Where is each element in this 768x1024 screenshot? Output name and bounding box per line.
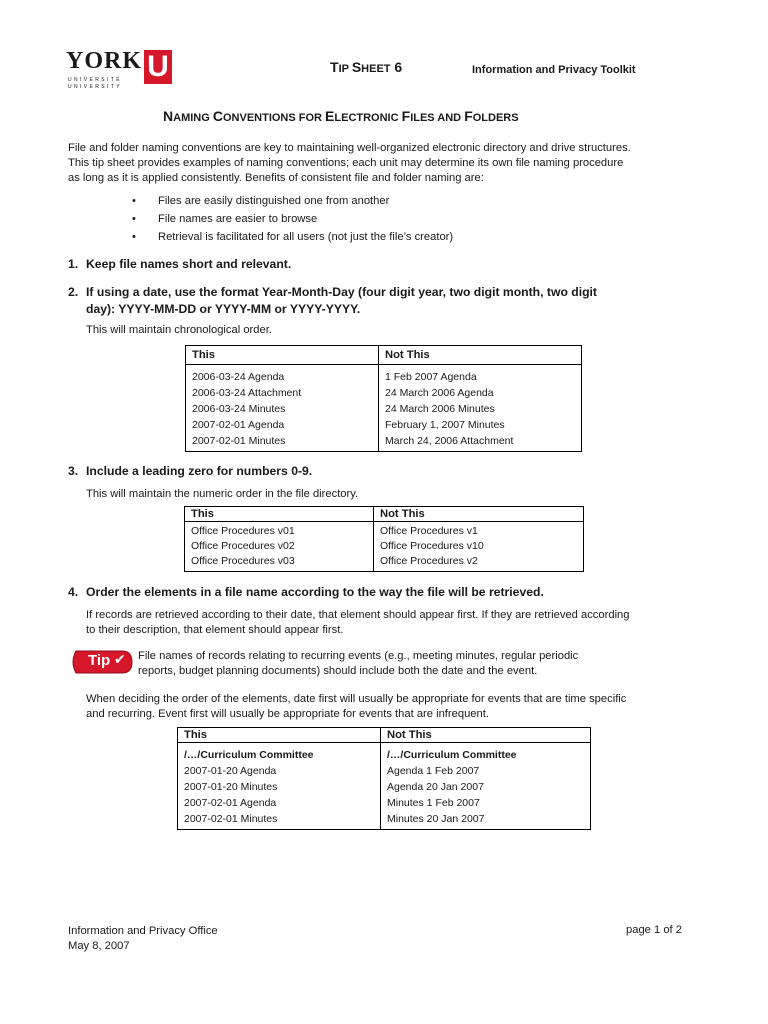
page-number: page 1 of 2 <box>626 924 682 936</box>
table-row: 2006-03-24 Minutes 24 March 2006 Minutes <box>186 401 582 417</box>
table-header: Not This <box>381 728 591 743</box>
toolkit-label: Information and Privacy Toolkit <box>472 64 636 76</box>
section-2-note: This will maintain chronological order. <box>86 324 272 336</box>
table-header: This <box>185 507 374 522</box>
table-header: Not This <box>374 507 584 522</box>
checkmark-icon: ✔ <box>114 652 126 668</box>
table-row: 2007-01-20 Minutes Agenda 20 Jan 2007 <box>178 779 591 795</box>
table-header: Not This <box>379 346 582 365</box>
footer-office <box>68 924 218 954</box>
tip-text: File names of records relating to recurring events (e.g., meeting minutes, regular periodic reports, budget planning documents) should include both the date and the event. <box>138 650 579 677</box>
table-header: This <box>178 728 381 743</box>
table-leading-zero <box>184 506 584 572</box>
list-item: • Retrieval is facilitated for all users (not just the file’s creator) <box>132 231 454 243</box>
footer-office-name: Information and Privacy Office <box>68 925 218 937</box>
section-4-paragraph-1: If records are retrieved according to their date, that element should appear first. If they are retrieved according to their description, that element should appear first. <box>86 609 630 636</box>
table-row: 2007-02-01 Minutes Minutes 20 Jan 2007 <box>178 811 591 830</box>
document-title: NAMING CONVENTIONS FOR ELECTRONIC FILES AND FOLDERS <box>163 108 519 124</box>
tip-sheet-label: TIP SHEET 6 <box>330 59 403 75</box>
section-1-heading: 1. Keep file names short and relevant. <box>68 257 292 271</box>
logo-line-1: UNIVERSITÉ <box>68 77 123 83</box>
table-row: 2007-01-20 Agenda Agenda 1 Feb 2007 <box>178 763 591 779</box>
table-row: Office Procedures v03 Office Procedures v2 <box>185 554 584 572</box>
section-4-paragraph-2: When deciding the order of the elements, date first will usually be appropriate for events that are time specific and recurring. Event first will usually be appropriate for events that are infrequent. <box>86 693 627 720</box>
intro-paragraph: File and folder naming conventions are key to maintaining well-organized electronic directory and drive structures. This tip sheet provides examples of naming conventions; each unit may determine its own file naming procedure as long as it is applied consistently. Benefits of consistent file and folder naming are: <box>68 142 631 184</box>
section-4-heading: 4. Order the elements in a file name according to the way the file will be retrieved. <box>68 585 544 599</box>
tip-badge-icon <box>70 647 134 677</box>
logo-u-mark: U <box>144 50 172 84</box>
footer-date: May 8, 2007 <box>68 940 130 952</box>
table-row: 2007-02-01 Agenda February 1, 2007 Minutes <box>186 417 582 433</box>
table-header: This <box>186 346 379 365</box>
table-row: 2007-02-01 Agenda Minutes 1 Feb 2007 <box>178 795 591 811</box>
table-date-format <box>185 345 582 452</box>
table-row: 2006-03-24 Attachment 24 March 2006 Agenda <box>186 385 582 401</box>
table-row: 2007-02-01 Minutes March 24, 2006 Attachment <box>186 433 582 452</box>
benefits-list <box>130 192 453 246</box>
table-row: Office Procedures v02 Office Procedures v10 <box>185 539 584 554</box>
york-university-logo <box>66 48 174 92</box>
table-row: /…/Curriculum Committee /…/Curriculum Committee <box>178 743 591 764</box>
list-item: • File names are easier to browse <box>132 213 318 225</box>
table-row: Office Procedures v01 Office Procedures v1 <box>185 522 584 540</box>
table-element-order <box>177 727 591 830</box>
section-2-heading: 2. If using a date, use the format Year-Month-Day (four digit year, two digit month, two digit day): YYYY-MM-DD or YYYY-MM or YYYY-YYYY. <box>68 285 597 316</box>
list-item: • Files are easily distinguished one from another <box>132 195 390 207</box>
logo-york-text: YORK <box>66 48 142 74</box>
table-row: 2006-03-24 Agenda 1 Feb 2007 Agenda <box>186 365 582 386</box>
tip-badge-label: Tip <box>88 652 111 669</box>
section-3-note: This will maintain the numeric order in the file directory. <box>86 488 359 500</box>
section-3-heading: 3. Include a leading zero for numbers 0-9. <box>68 464 313 478</box>
logo-line-2: UNIVERSITY <box>68 84 123 90</box>
